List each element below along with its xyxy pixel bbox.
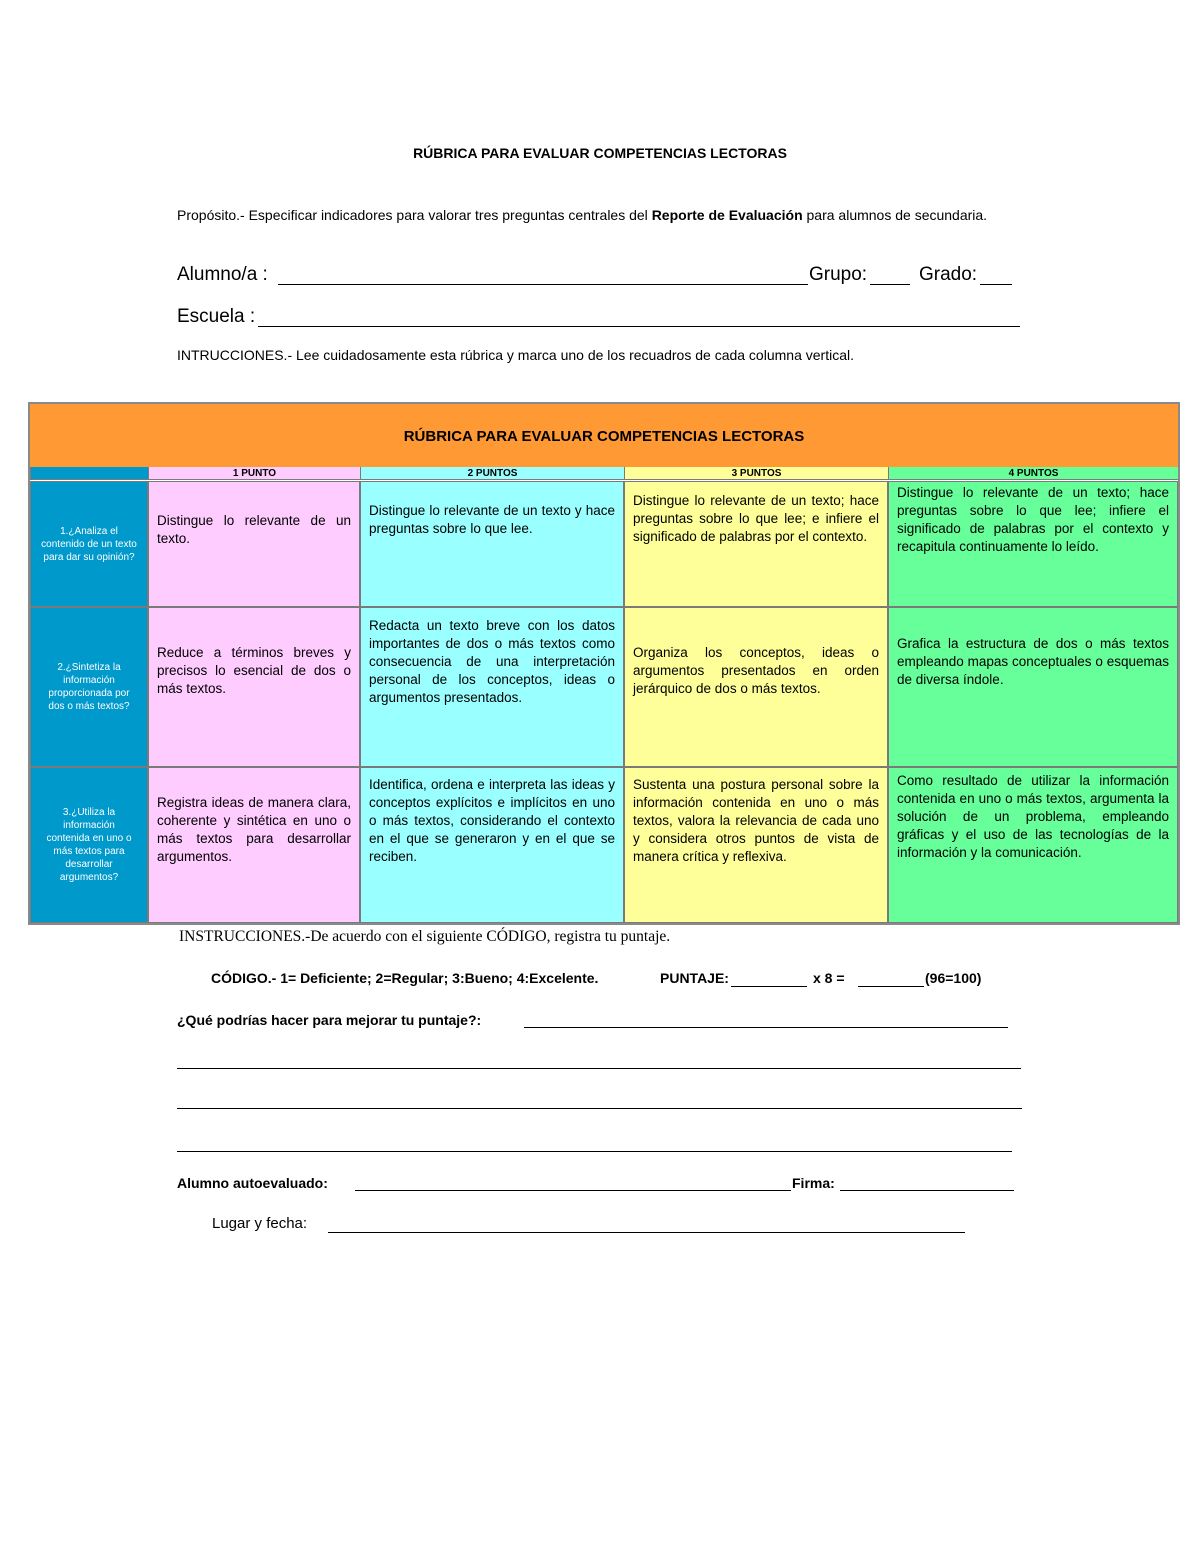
grado-field[interactable] [980,284,1012,285]
escuela-label: Escuela : [177,306,256,327]
purpose-label: Propósito.- Especificar indicadores para valorar tres preguntas centrales del [177,207,652,223]
column-header-3: 3 PUNTOS [624,467,888,480]
column-header-4: 4 PUNTOS [888,467,1178,480]
rubric-cell-2-1[interactable]: Reduce a términos breves y precisos lo esencial de dos o más textos. [148,607,360,767]
place-date-label: Lugar y fecha: [212,1215,308,1232]
self-eval-field[interactable] [355,1190,791,1191]
rubric-header [30,404,1178,468]
self-eval-label: Alumno autoevaluado: [177,1175,328,1191]
rubric-cell-1-3[interactable]: Distingue lo relevante de un texto; hace preguntas sobre lo que lee; e infiere el significado de palabras por el contexto. [624,481,888,607]
escuela-field[interactable] [258,326,1020,327]
rubric-cell-1-4[interactable]: Distingue lo relevante de un texto; hace preguntas sobre lo que lee; infiere el significado de palabras por el contexto y recapitula continuamente lo leído. [888,481,1178,607]
firma-field[interactable] [840,1190,1014,1191]
codigo-text: CÓDIGO.- 1= Deficiente; 2=Regular; 3:Bueno; 4:Excelente. [211,970,599,986]
grupo-field[interactable] [870,284,910,285]
instructions-2: INSTRUCCIONES.-De acuerdo con el siguiente CÓDIGO, registra tu puntaje. [179,928,671,945]
column-header-2: 2 PUNTOS [360,467,624,480]
purpose-text [177,207,1024,224]
improve-field-line-1[interactable] [524,1027,1008,1028]
corner-header [30,467,148,480]
grupo-label: Grupo: [809,264,868,285]
question-3: 3.¿Utiliza la información contenida en uno o más textos para desarrollar argumentos? [30,767,148,923]
rubric-cell-3-2[interactable]: Identifica, ordena e interpreta las ideas y conceptos explícitos e implícitos en uno o más textos, considerando el contexto en el que se generaron y en el que se reciben. [360,767,624,923]
improve-field-line-4[interactable] [177,1151,1012,1152]
scale-note: (96=100) [925,970,982,986]
instructions-text: INTRUCCIONES.- Lee cuidadosamente esta rúbrica y marca uno de los recuadros de cada columna vertical. [177,347,854,363]
rubric-cell-3-4[interactable]: Como resultado de utilizar la información contenida en uno o más textos, argumenta la solución de un problema, empleando gráficas y el uso de las tecnologías de la información y la comunicación. [888,767,1178,923]
improve-field-line-3[interactable] [177,1108,1022,1109]
rubric-title: RÚBRICA PARA EVALUAR COMPETENCIAS LECTORAS [403,428,805,445]
question-2: 2.¿Sintetiza la información proporcionada por dos o más textos? [30,607,148,767]
rubric-table [28,402,1180,925]
rubric-cell-3-3[interactable]: Sustenta una postura personal sobre la información contenida en uno o más textos, valora la relevancia de cada uno y considera otros puntos de vista de manera crítica y reflexiva. [624,767,888,923]
puntaje-label: PUNTAJE: [660,970,729,986]
result-field[interactable] [858,986,924,987]
improve-question: ¿Qué podrías hacer para mejorar tu puntaje?: [177,1012,482,1028]
multiplier-text: x 8 = [813,970,845,986]
rubric-cell-1-1[interactable]: Distingue lo relevante de un texto. [148,481,360,607]
place-date-field[interactable] [328,1232,965,1233]
rubric-cell-2-3[interactable]: Organiza los conceptos, ideas o argumentos presentados en orden jerárquico de dos o más textos. [624,607,888,767]
purpose-tail: para alumnos de secundaria. [802,207,988,223]
improve-field-line-2[interactable] [177,1068,1021,1069]
alumno-field[interactable] [278,284,808,285]
puntaje-field[interactable] [731,986,807,987]
grado-label: Grado: [919,264,978,285]
question-1: 1.¿Analiza el contenido de un texto para dar su opinión? [30,481,148,607]
alumno-label: Alumno/a : [177,264,268,285]
rubric-cell-3-1[interactable]: Registra ideas de manera clara, coherente y sintética en uno o más textos para desarrollar argumentos. [148,767,360,923]
rubric-cell-2-2[interactable]: Redacta un texto breve con los datos importantes de dos o más textos como consecuencia de una interpretación personal de los conceptos, ideas o argumentos presentados. [360,607,624,767]
firma-label: Firma: [792,1175,835,1191]
rubric-cell-2-4[interactable]: Grafica la estructura de dos o más textos empleando mapas conceptuales o esquemas de diversa índole. [888,607,1178,767]
rubric-cell-1-2[interactable]: Distingue lo relevante de un texto y hace preguntas sobre lo que lee. [360,481,624,607]
column-header-1: 1 PUNTO [148,467,360,480]
page-title: RÚBRICA PARA EVALUAR COMPETENCIAS LECTORAS [413,145,787,161]
purpose-bold: Reporte de Evaluación [651,207,803,223]
